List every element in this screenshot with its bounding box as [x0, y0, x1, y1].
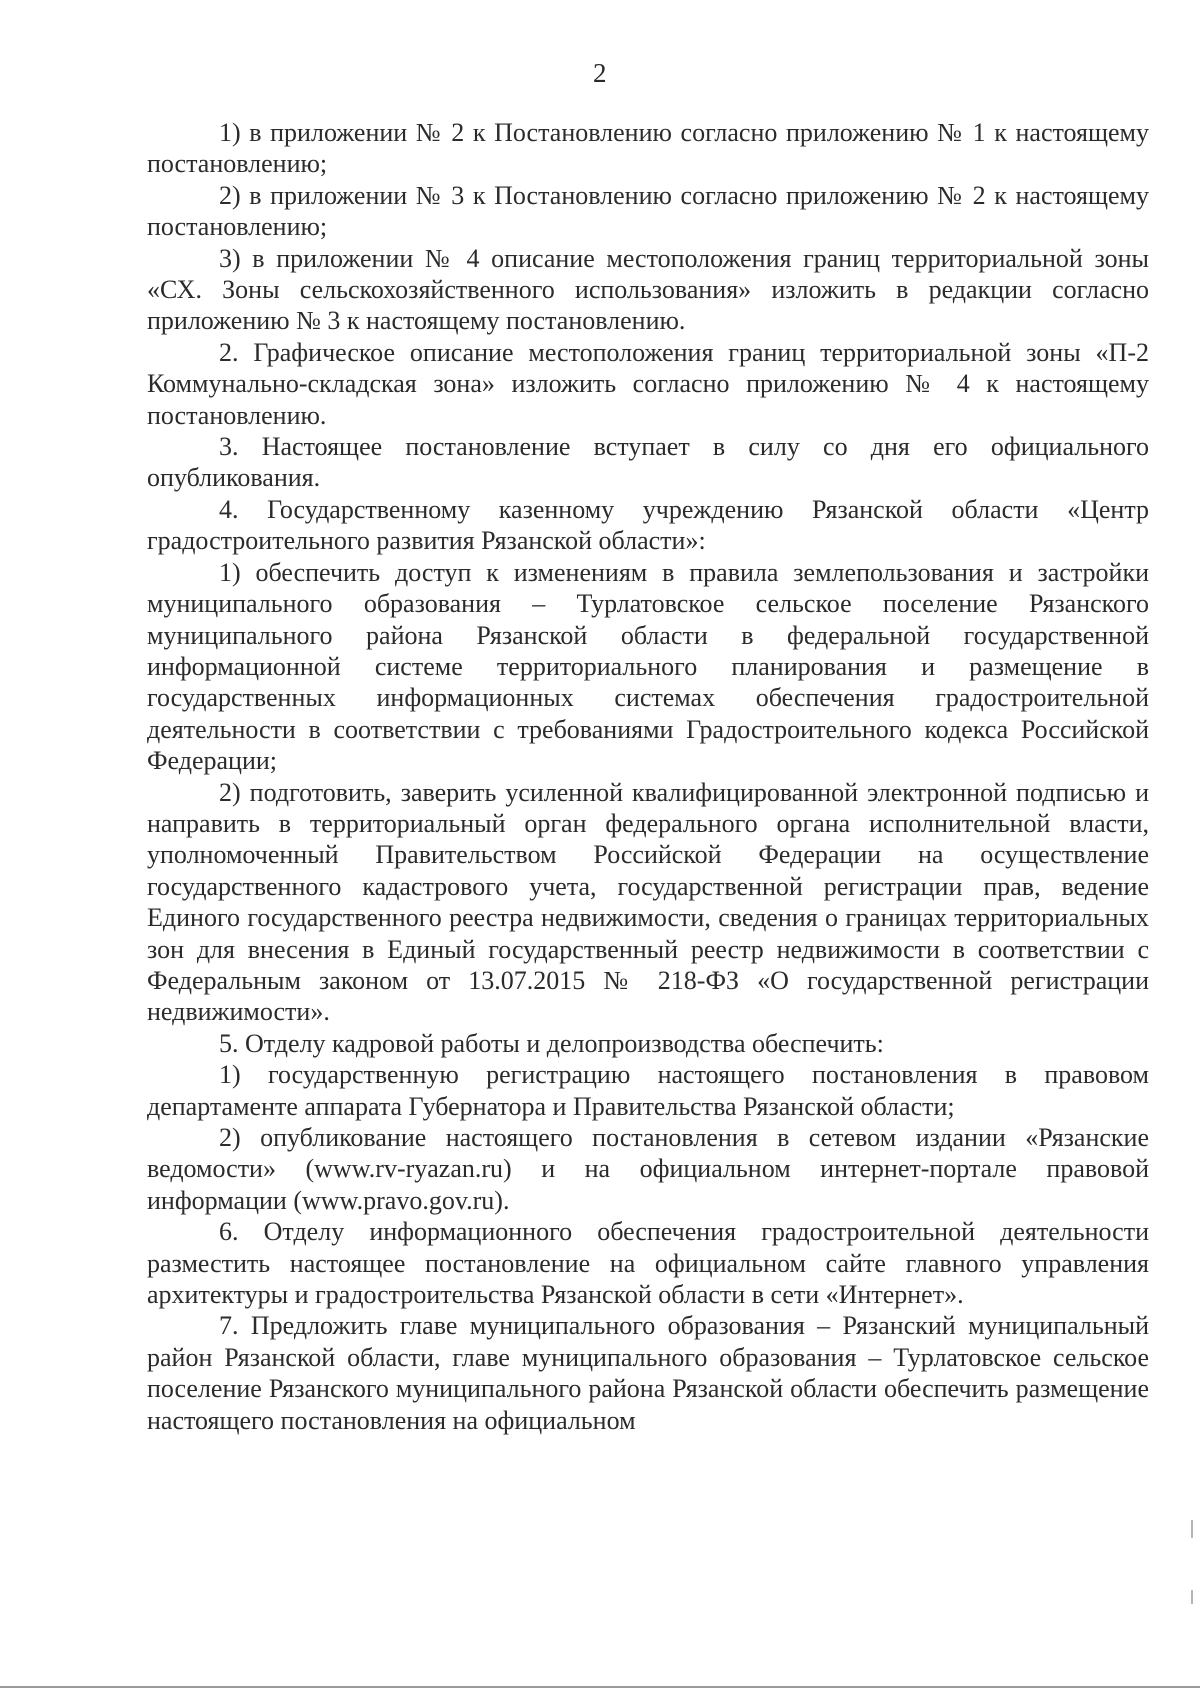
paragraph-section-3: 3. Настоящее постановление вступает в силу со дня его официального опубликования.: [147, 432, 1149, 493]
page-number: 2: [593, 58, 607, 88]
scan-margin-mark: [1191, 1590, 1193, 1604]
paragraph-item-1: 1) в приложении № 2 к Постановлению согласно приложению № 1 к настоящему постановлению;: [147, 118, 1149, 179]
scan-bottom-edge: [0, 1686, 1200, 1688]
paragraph-item-2: 2) в приложении № 3 к Постановлению согласно приложению № 2 к настоящему постановлению;: [147, 180, 1149, 242]
paragraph-section-5-item-2: 2) опубликование настоящего постановления в сетевом издании «Рязанские ведомости» (www.rv-ryazan.ru) и на официальном интернет-портале правовой информации (www.pravo.gov.ru).: [147, 1123, 1149, 1215]
paragraph-section-4-item-2: 2) подготовить, заверить усиленной квалифицированной электронной подписью и направить в территориальный орган федерального органа исполнительной власти, уполномоченный Правительством Российской Федерации на осуществление государственного кадастрового учета, государственной регистрации прав, ведение Единого государственного реестра недвижимости, сведения о границах территориальных зон для внесения в Единый государственный реестр недвижимости в соответствии с Федеральным законом от 13.07.2015 № 218-ФЗ «О государственной регистрации недвижимости».: [147, 777, 1149, 1027]
paragraph-section-7: 7. Предложить главе муниципального образования – Рязанский муниципальный район Рязанской области, главе муниципального образования – Турлатовское сельское поселение Рязанского муниципального района Рязанской области обеспечить размещение настоящего постановления на официальном: [147, 1311, 1149, 1435]
paragraph-item-3: 3) в приложении № 4 описание местоположения границ территориальной зоны «СХ. Зоны сельскохозяйственного использования» изложить в редакции согласно приложению № 3 к настоящему постановлению.: [147, 243, 1149, 336]
paragraph-section-4: 4. Государственному казенному учреждению Рязанской области «Центр градостроительного развития Рязанской области»:: [147, 494, 1149, 556]
paragraph-section-6: 6. Отделу информационного обеспечения градостроительной деятельности разместить настоящее постановление на официальном сайте главного управления архитектуры и градостроительства Рязанской области в сети «Интернет».: [147, 1217, 1149, 1310]
paragraph-section-4-item-1: 1) обеспечить доступ к изменениям в правила землепользования и застройки муниципального образования – Турлатовское сельское поселение Рязанского муниципального района Рязанской области в федеральной государственной информационной системе территориального планирования и размещение в государственных информационных системах обеспечения градостроительной деятельности в соответствии с требованиями Градостроительного кодекса Российской Федерации;: [147, 557, 1149, 776]
scan-margin-mark: [1191, 1520, 1193, 1538]
document-body: [147, 117, 1149, 1436]
paragraph-section-5: 5. Отделу кадровой работы и делопроизводства обеспечить:: [219, 1028, 884, 1058]
paragraph-section-5-item-1: 1) государственную регистрацию настоящего постановления в правовом департаменте аппарата Губернатора и Правительства Рязанской области;: [147, 1060, 1149, 1121]
paragraph-section-2: 2. Графическое описание местоположения границ территориальной зоны «П-2 Коммунально-складская зона» изложить согласно приложению № 4 к настоящему постановлению.: [147, 337, 1149, 430]
